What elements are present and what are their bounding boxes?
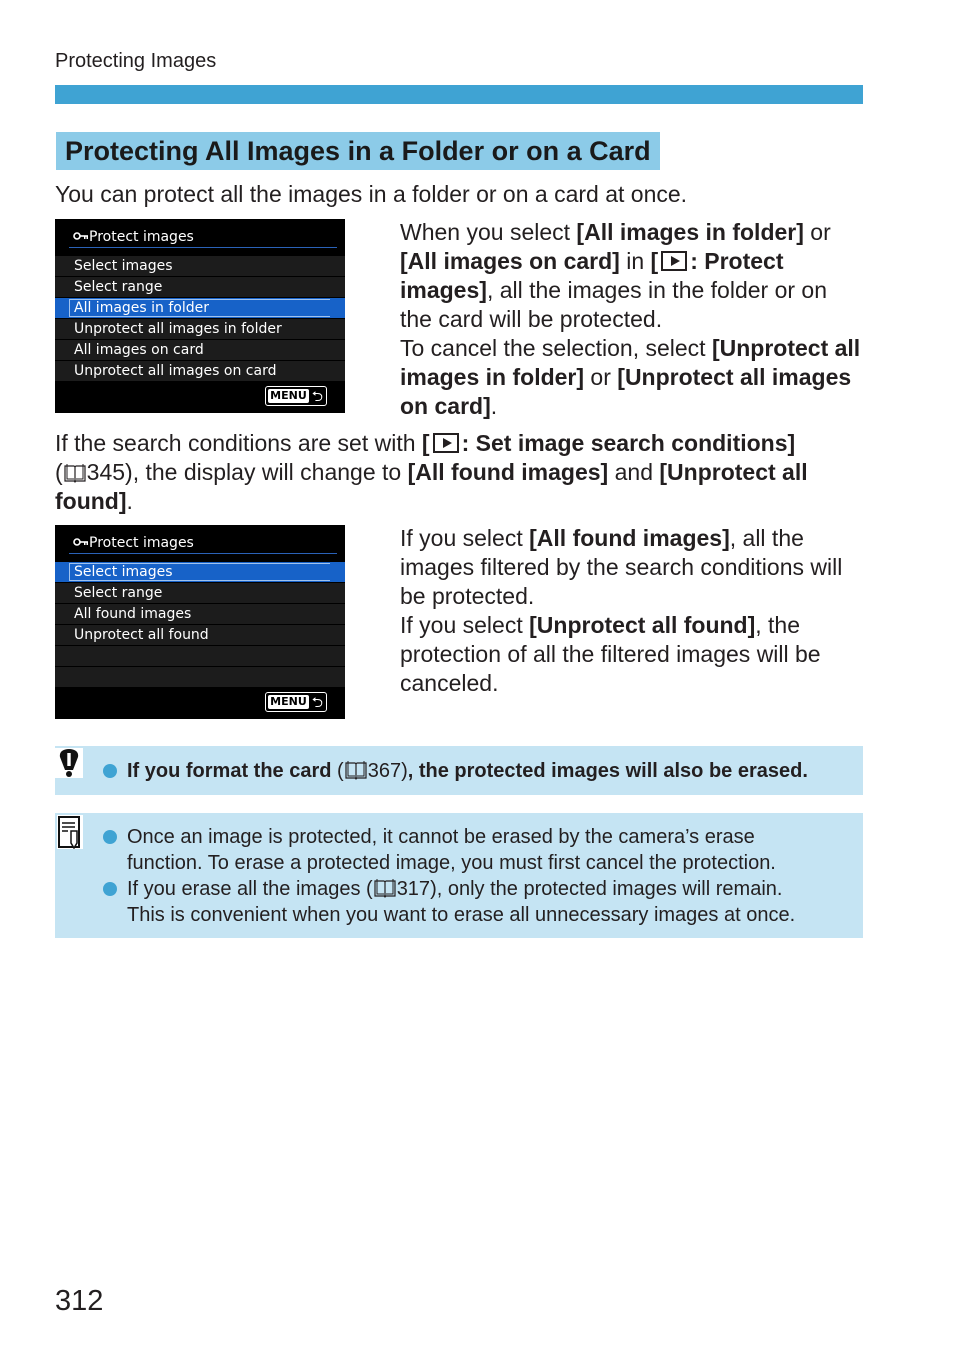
section-title: Protecting All Images in a Folder or on a Card bbox=[56, 132, 660, 170]
bullet-icon bbox=[103, 882, 117, 896]
bullet-icon bbox=[103, 830, 117, 844]
menu-item-empty bbox=[55, 646, 345, 666]
menu-item-unprotect-all-in-folder[interactable]: Unprotect all images in folder bbox=[55, 319, 345, 339]
menu-item-all-images-on-card[interactable]: All images on card bbox=[55, 340, 345, 360]
title-underline bbox=[69, 553, 337, 554]
title-underline bbox=[69, 247, 337, 248]
camera-screen-protect-found bbox=[55, 525, 345, 719]
caution-box: If you format the card ( 367), the protected images will also be erased. bbox=[55, 746, 863, 795]
menu-item-all-found-images[interactable]: All found images bbox=[55, 604, 345, 624]
return-arrow-icon: ⮌ bbox=[311, 694, 323, 710]
screen-title-text: Protect images bbox=[89, 535, 194, 551]
key-icon bbox=[73, 231, 89, 241]
paragraph-found-images: If you select [All found images], all the images filtered by the search conditions will be protected. If you select [Unprotect all found], the protection of all the filtered images will be canceled. bbox=[400, 525, 843, 696]
key-icon bbox=[73, 537, 89, 547]
camera-screen-protect-menu bbox=[55, 219, 345, 413]
playback-icon bbox=[661, 251, 687, 271]
note-box: Once an image is protected, it cannot be erased by the camera’s erase function. To erase a protected image, you must first cancel the protection. If you erase all the images ( 317), only the protected images will remain. This is convenient when you want to erase all unnecessary images at once. bbox=[55, 813, 863, 938]
book-reference-icon bbox=[64, 463, 86, 483]
paragraph-select-all: When you select [All images in folder] or [All images on card] in [ : Protect images], all the images in the folder or on the card will be protected. To cancel the selection, select [Unprotect all images in folder] or [Unprotect all images on card]. bbox=[400, 219, 861, 419]
menu-item-empty bbox=[55, 667, 345, 687]
menu-list bbox=[55, 256, 345, 382]
playback-icon bbox=[433, 433, 459, 453]
menu-item-select-range[interactable]: Select range bbox=[55, 277, 345, 297]
menu-item-select-range[interactable]: Select range bbox=[55, 583, 345, 603]
paragraph-search-conditions: If the search conditions are set with [ : Set image search conditions] ( 345), the display will change to [All found images] and [Unprotect all found]. bbox=[55, 430, 808, 514]
menu-item-unprotect-all-on-card[interactable]: Unprotect all images on card bbox=[55, 361, 345, 381]
book-reference-icon bbox=[345, 760, 367, 780]
menu-label: MENU bbox=[270, 695, 307, 708]
menu-list bbox=[55, 562, 345, 688]
return-arrow-icon: ⮌ bbox=[311, 388, 323, 404]
menu-item-select-images[interactable]: Select images bbox=[55, 562, 345, 582]
running-header: Protecting Images bbox=[55, 50, 217, 72]
menu-return-button[interactable] bbox=[265, 386, 327, 406]
screen-title bbox=[73, 535, 194, 551]
menu-return-button[interactable] bbox=[265, 692, 327, 712]
bullet-icon bbox=[103, 764, 117, 778]
book-reference-icon bbox=[374, 878, 396, 898]
screen-title-text: Protect images bbox=[89, 229, 194, 245]
header-bar bbox=[55, 85, 863, 104]
intro-text: You can protect all the images in a folder or on a card at once. bbox=[55, 181, 688, 207]
note-pencil-icon bbox=[57, 815, 83, 849]
menu-item-unprotect-all-found[interactable]: Unprotect all found bbox=[55, 625, 345, 645]
screen-title bbox=[73, 229, 194, 245]
page-number: 312 bbox=[55, 1285, 104, 1317]
caution-icon bbox=[55, 748, 83, 778]
menu-label: MENU bbox=[270, 389, 307, 402]
menu-item-all-images-in-folder[interactable]: All images in folder bbox=[55, 298, 345, 318]
menu-item-select-images[interactable]: Select images bbox=[55, 256, 345, 276]
